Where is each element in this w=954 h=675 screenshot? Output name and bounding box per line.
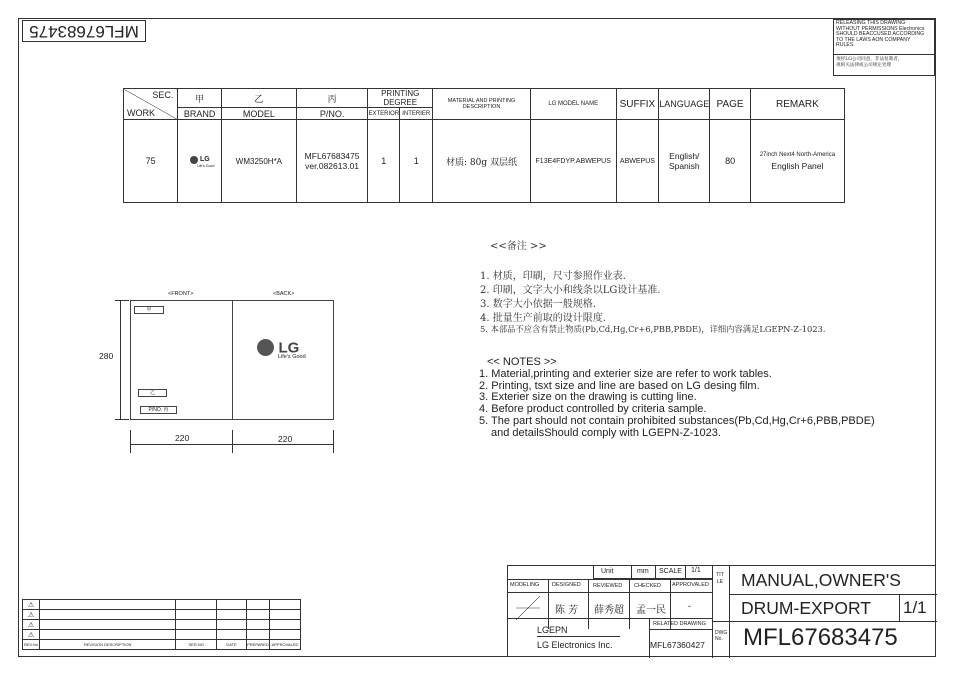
back-label: <BACK> [273,291,295,297]
cover-lg-logo [257,339,306,360]
mirrored-number-box [22,20,146,42]
release-en-5: RULES. [836,42,855,49]
notes-cn-title: <<备注 >> [490,241,547,252]
header-language: LANGUAGE [659,89,710,120]
title-sheet: 1/1 [903,598,927,617]
spec-table [123,88,845,203]
header-exterior: EXTERIOR [368,108,400,120]
header-material: MATERIAL AND PRINTING DESCRIPTION [433,89,531,120]
notes-en-2: 2. Printing, tsxt size and line are based on LG desing film. [479,379,760,392]
cover-tagline: Life's Good [278,354,306,360]
unit-label: Unit [601,568,614,575]
unit-value: mm [637,568,649,575]
value-pno-line1: MFL67683475 [304,151,360,161]
designer-name: 陈 芳 [555,605,579,616]
header-yi: 乙 [221,89,296,108]
rev-h-date: DATE [217,640,247,650]
approvaled-label: APPROVALED [672,582,709,588]
release-cn-1: 须经LG公司同意，非法复制者， [836,57,903,62]
width-front-text: 220 [175,433,190,443]
release-cn-2: 视相关法律或公司规定处理 [836,63,892,68]
mirrored-drawing-number: MFL67683475 [29,22,139,41]
sec-work-header [124,89,178,120]
height-dim-tick-top [115,300,129,301]
lg-circle-icon [257,339,274,356]
dwg-label1: DWG [715,630,728,636]
scale-value: 1/1 [691,567,701,574]
rev-h-rev: REV.No [23,640,40,650]
checked-label: CHECKED [634,583,661,589]
title-line1: MANUAL,OWNER'S [741,570,901,590]
value-exterior: 1 [368,120,400,203]
header-printing-degree: PRINTING DEGREE [368,89,433,108]
header-jia: 甲 [178,89,222,108]
value-remark-2: English Panel [771,160,824,171]
box-yi-text: 乙 [149,390,155,396]
header-model: MODEL [221,108,296,120]
notes-en-title: << NOTES >> [487,356,557,368]
width-back-text: 220 [278,434,293,444]
rev-h-ser: SER.NO [176,640,217,650]
title-block [507,565,936,657]
notes-cn-2: 2. 印刷，文字大小和线条以LG设计基准. [480,285,661,296]
release-en-3: SHOULD BEACCUSED ACCORDING [836,31,925,38]
box-pno [140,406,177,414]
rev-symbol-3: ⚠ [23,620,40,630]
modeling-label: MODELING [510,582,540,588]
rev-h-approved: APPROVALED [269,640,300,650]
height-dim-line [120,300,121,420]
value-interior: 1 [400,120,433,203]
notes-en-4: 4. Before product controlled by criteria sample. [479,403,707,416]
dwg-number: MFL67683475 [743,624,898,651]
box-pno-text: P/NO. 丙 [148,407,169,413]
height-dim-text: 280 [99,351,114,361]
release-notice [833,19,935,76]
fold-line [232,300,233,420]
title-line2: DRUM-EXPORT [741,598,871,618]
rev-symbol-2: ⚠ [23,610,40,620]
notes-en-1: 1. Material,printing and exterier size are refer to work tables. [479,367,772,380]
brand-tagline: Life's Good [196,164,215,168]
value-language-2: Spanish [668,161,700,171]
rev-symbol-4: ⚠ [23,630,40,640]
notes-en-3: 3. Exterier size on the drawing is cutting line. [479,391,697,404]
rev-symbol-1: ⚠ [23,600,40,610]
value-remark [750,120,844,203]
value-pno-line2: ver.082613.01 [305,161,360,171]
lg-logo-icon [190,156,198,164]
rev-h-prepared: PREPARED [246,640,269,650]
company-code: LGEPN [537,625,568,635]
revision-block [22,599,301,650]
value-language-1: English/ [669,151,700,161]
width-tick-3 [333,430,334,453]
modeling-strike-icon [516,596,540,620]
header-bing: 丙 [296,89,367,108]
release-en-1: RELEASING THIS DRAWING [836,20,906,26]
release-en-4: TO THE LAWS AON COMPANY [836,36,911,43]
cover-logo-text: LG [278,339,300,357]
box-yi [138,389,167,397]
header-sec: SEC. [152,90,174,100]
designed-label: DESIGNED [552,582,581,588]
width-tick-2 [232,430,233,453]
box-jia [134,306,164,314]
header-lgmodel: LG MODEL NAME [530,89,616,120]
related-label: RELATED DRAWING [653,621,706,627]
notes-cn-4: 4. 批量生产前取的设计限度. [480,313,606,324]
value-material: 材质: 80g 双层纸 [433,120,531,203]
value-suffix: ABWEPUS [616,120,659,203]
notes-cn-3: 3. 数字大小依据一般规格. [480,299,596,310]
scale-label: SCALE [659,568,682,575]
box-jia-text: 甲 [146,307,152,313]
front-label: <FRONT> [168,291,194,297]
width-tick-1 [130,430,131,453]
value-language [659,120,710,203]
company-name: LG Electronics Inc. [537,640,613,650]
value-brand [178,120,222,203]
header-interior: INTERIER [400,108,433,120]
header-suffix: SUFFIX [616,89,659,120]
height-dim-tick-bottom [115,419,129,420]
brand-logo-text: LG [200,156,210,164]
reviewer-name: 薛秀超 [594,605,624,616]
release-en-2: WITHOUT PERMISSIONS Electronics [836,25,925,32]
notes-cn-5: 5. 本部品不应含有禁止物质(Pb,Cd,Hg,Cr+6,PBB,PBDE)，详细内容满足LGEPN-Z-1023. [480,324,826,334]
approver-name: - [688,601,691,611]
header-work: WORK [127,108,155,118]
header-brand: BRAND [178,108,222,120]
reviewed-label: REVIEWED [593,583,623,589]
value-page: 80 [710,120,751,203]
notes-cn [480,237,826,334]
title-vertical-text: TITLE [716,572,724,585]
title-vertical [716,572,724,586]
value-lgmodel: F13E4FDYP.ABWEPUS [530,120,616,203]
value-model: WM3250H*A [221,120,296,203]
related-value: MFL67360427 [650,640,705,650]
notes-en-5: 5. The part should not contain prohibited substances(Pb,Cd,Hg,Cr+6,PBB,PBDE) [479,414,875,427]
notes-en-6: and detailsShould comply with LGEPN-Z-1023. [491,426,721,439]
checker-name: 孟一民 [636,605,666,616]
header-remark: REMARK [750,89,844,120]
value-work: 75 [124,120,178,203]
rev-h-desc: REVISION DESCRIPTION [39,640,175,650]
notes-cn-1: 1. 材质，印刷，尺寸参照作业表. [480,271,626,282]
dwg-label2: No. [715,636,723,642]
value-pno [296,120,367,203]
header-pno: P/NO. [296,108,367,120]
value-remark-1: 27inch Next4 North-America [759,151,836,158]
header-page: PAGE [710,89,751,120]
notes-en [479,357,875,440]
